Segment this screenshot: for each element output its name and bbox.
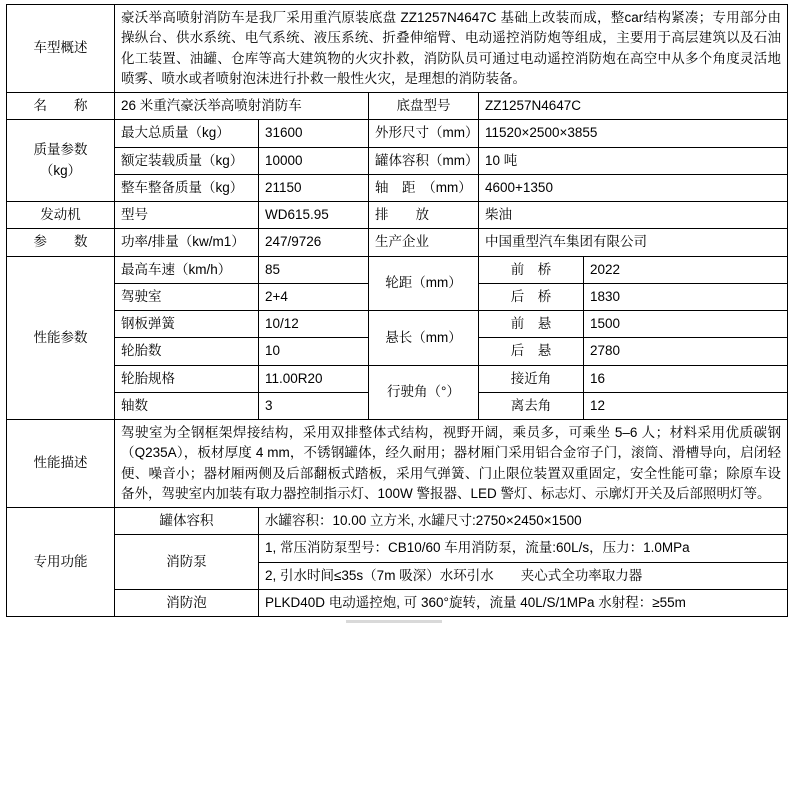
chassis-value: ZZ1257N4647C bbox=[479, 93, 788, 120]
description-text: 驾驶室为全钢框架焊接结构，采用双排整体式结构，视野开阔，乘员多，可乘坐 5–6 人；材料采用优质碳钢（Q235A），板材厚度 4 mm，不锈钢罐体，经久耐用；器材厢门采用铝合金帘子门，滚筒、滑槽导向，启闭轻便、噪音小；器材厢两侧及后部翻板式踏板，采用气弹簧、门止限位装置双重固定，安全性能可靠；除原车设备外，驾驶室内加装有取力器控制指示灯、100W 警报器、LED 警灯、标志灯、示廓灯开关及后部照明灯等。 bbox=[115, 420, 788, 508]
perf-sub-key-5: 接近角 bbox=[479, 365, 584, 392]
perf-value-3: 10/12 bbox=[259, 311, 369, 338]
mass-value-1: 31600 bbox=[259, 120, 369, 147]
engine-key2-2: 生产企业 bbox=[369, 229, 479, 256]
spec-sheet bbox=[6, 4, 787, 617]
table-row-special-4 bbox=[7, 589, 788, 616]
page-bottom-mark bbox=[346, 620, 442, 623]
perf-value-1: 85 bbox=[259, 256, 369, 283]
special-item-label-1: 罐体容积 bbox=[115, 508, 259, 535]
special-item-line-2: 1, 常压消防泵型号：CB10/60 车用消防泵，流量:60L/s，压力：1.0MPa bbox=[259, 535, 788, 562]
table-row-mass-3 bbox=[7, 174, 788, 201]
mass-key-3: 整车整备质量（kg） bbox=[115, 174, 259, 201]
mass-label bbox=[7, 120, 115, 202]
mass-key2-2: 罐体容积（mm） bbox=[369, 147, 479, 174]
table-row-overview bbox=[7, 5, 788, 93]
perf-label: 性能参数 bbox=[7, 256, 115, 420]
table-row-perf-3 bbox=[7, 311, 788, 338]
special-item-line-4: PLKD40D 电动遥控炮, 可 360°旋转，流量 40L/S/1MPa 水射程：≥55m bbox=[259, 589, 788, 616]
mass-key-1: 最大总质量（kg） bbox=[115, 120, 259, 147]
mass-value2-1: 11520×2500×3855 bbox=[479, 120, 788, 147]
perf-sub-value-4: 2780 bbox=[584, 338, 788, 365]
table-row-name bbox=[7, 93, 788, 120]
table-row-special-2 bbox=[7, 535, 788, 562]
engine-label-line1: 发动机 bbox=[7, 202, 115, 229]
perf-key-2: 驾驶室 bbox=[115, 283, 259, 310]
table-row-perf-1 bbox=[7, 256, 788, 283]
mass-value2-3: 4600+1350 bbox=[479, 174, 788, 201]
perf-value-4: 10 bbox=[259, 338, 369, 365]
name-label: 名 称 bbox=[7, 93, 115, 120]
table-row-description bbox=[7, 420, 788, 508]
perf-sub-value-5: 16 bbox=[584, 365, 788, 392]
perf-value-2: 2+4 bbox=[259, 283, 369, 310]
mass-key2-1: 外形尺寸（mm） bbox=[369, 120, 479, 147]
overview-text: 豪沃举高喷射消防车是我厂采用重汽原装底盘 ZZ1257N4647C 基础上改装而成，整car结构紧凑；专用部分由操纵台、供水系统、电气系统、液压系统、折叠伸缩臂、电动遥控消防炮等组成，主要用于高层建筑以及石油化工装置、油罐、仓库等高大建筑物的火灾扑救，消防队员可通过电动遥控消防炮在高空中从多个角度灵活地喷雾、喷水或者喷射泡沫进行扑救一般性火灾，是理想的消防装备。 bbox=[115, 5, 788, 93]
mass-key2-3: 轴 距 （mm） bbox=[369, 174, 479, 201]
engine-label-line2: 参 数 bbox=[7, 229, 115, 256]
engine-value-2: 247/9726 bbox=[259, 229, 369, 256]
table-row-engine-2 bbox=[7, 229, 788, 256]
perf-sub-value-6: 12 bbox=[584, 392, 788, 419]
mass-value-2: 10000 bbox=[259, 147, 369, 174]
perf-group-label-1: 轮距（mm） bbox=[369, 256, 479, 311]
perf-key-5: 轮胎规格 bbox=[115, 365, 259, 392]
perf-group-label-3: 行驶角（°） bbox=[369, 365, 479, 420]
engine-key-1: 型号 bbox=[115, 202, 259, 229]
special-item-line-3: 2, 引水时间≤35s（7m 吸深）水环引水 夹心式全功率取力器 bbox=[259, 562, 788, 589]
engine-key-2: 功率/排量（kw/m1） bbox=[115, 229, 259, 256]
special-item-line-1: 水罐容积：10.00 立方米, 水罐尺寸:2750×2450×1500 bbox=[259, 508, 788, 535]
engine-value2-1: 柴油 bbox=[479, 202, 788, 229]
name-value: 26 米重汽豪沃举高喷射消防车 bbox=[115, 93, 369, 120]
perf-sub-value-2: 1830 bbox=[584, 283, 788, 310]
mass-value-3: 21150 bbox=[259, 174, 369, 201]
perf-sub-value-1: 2022 bbox=[584, 256, 788, 283]
overview-label: 车型概述 bbox=[7, 5, 115, 93]
vehicle-spec-table bbox=[6, 4, 788, 617]
mass-label-line2: （kg） bbox=[39, 162, 82, 178]
special-item-label-2: 消防泵 bbox=[115, 535, 259, 590]
table-row-mass-1 bbox=[7, 120, 788, 147]
perf-value-5: 11.00R20 bbox=[259, 365, 369, 392]
perf-key-4: 轮胎数 bbox=[115, 338, 259, 365]
table-row-engine-1 bbox=[7, 202, 788, 229]
special-item-label-3: 消防泡 bbox=[115, 589, 259, 616]
perf-sub-key-4: 后 悬 bbox=[479, 338, 584, 365]
chassis-label: 底盘型号 bbox=[369, 93, 479, 120]
perf-value-6: 3 bbox=[259, 392, 369, 419]
mass-value2-2: 10 吨 bbox=[479, 147, 788, 174]
perf-key-6: 轴数 bbox=[115, 392, 259, 419]
perf-sub-key-6: 离去角 bbox=[479, 392, 584, 419]
perf-sub-key-1: 前 桥 bbox=[479, 256, 584, 283]
perf-key-3: 钢板弹簧 bbox=[115, 311, 259, 338]
mass-key-2: 额定装载质量（kg） bbox=[115, 147, 259, 174]
perf-group-label-2: 悬长（mm） bbox=[369, 311, 479, 366]
engine-value2-2: 中国重型汽车集团有限公司 bbox=[479, 229, 788, 256]
perf-sub-key-2: 后 桥 bbox=[479, 283, 584, 310]
table-row-special-1 bbox=[7, 508, 788, 535]
perf-key-1: 最高车速（km/h） bbox=[115, 256, 259, 283]
table-row-perf-5 bbox=[7, 365, 788, 392]
perf-sub-value-3: 1500 bbox=[584, 311, 788, 338]
engine-value-1: WD615.95 bbox=[259, 202, 369, 229]
mass-label-line1: 质量参数 bbox=[33, 142, 88, 158]
special-label: 专用功能 bbox=[7, 508, 115, 617]
engine-key2-1: 排 放 bbox=[369, 202, 479, 229]
perf-sub-key-3: 前 悬 bbox=[479, 311, 584, 338]
description-label: 性能描述 bbox=[7, 420, 115, 508]
table-row-mass-2 bbox=[7, 147, 788, 174]
